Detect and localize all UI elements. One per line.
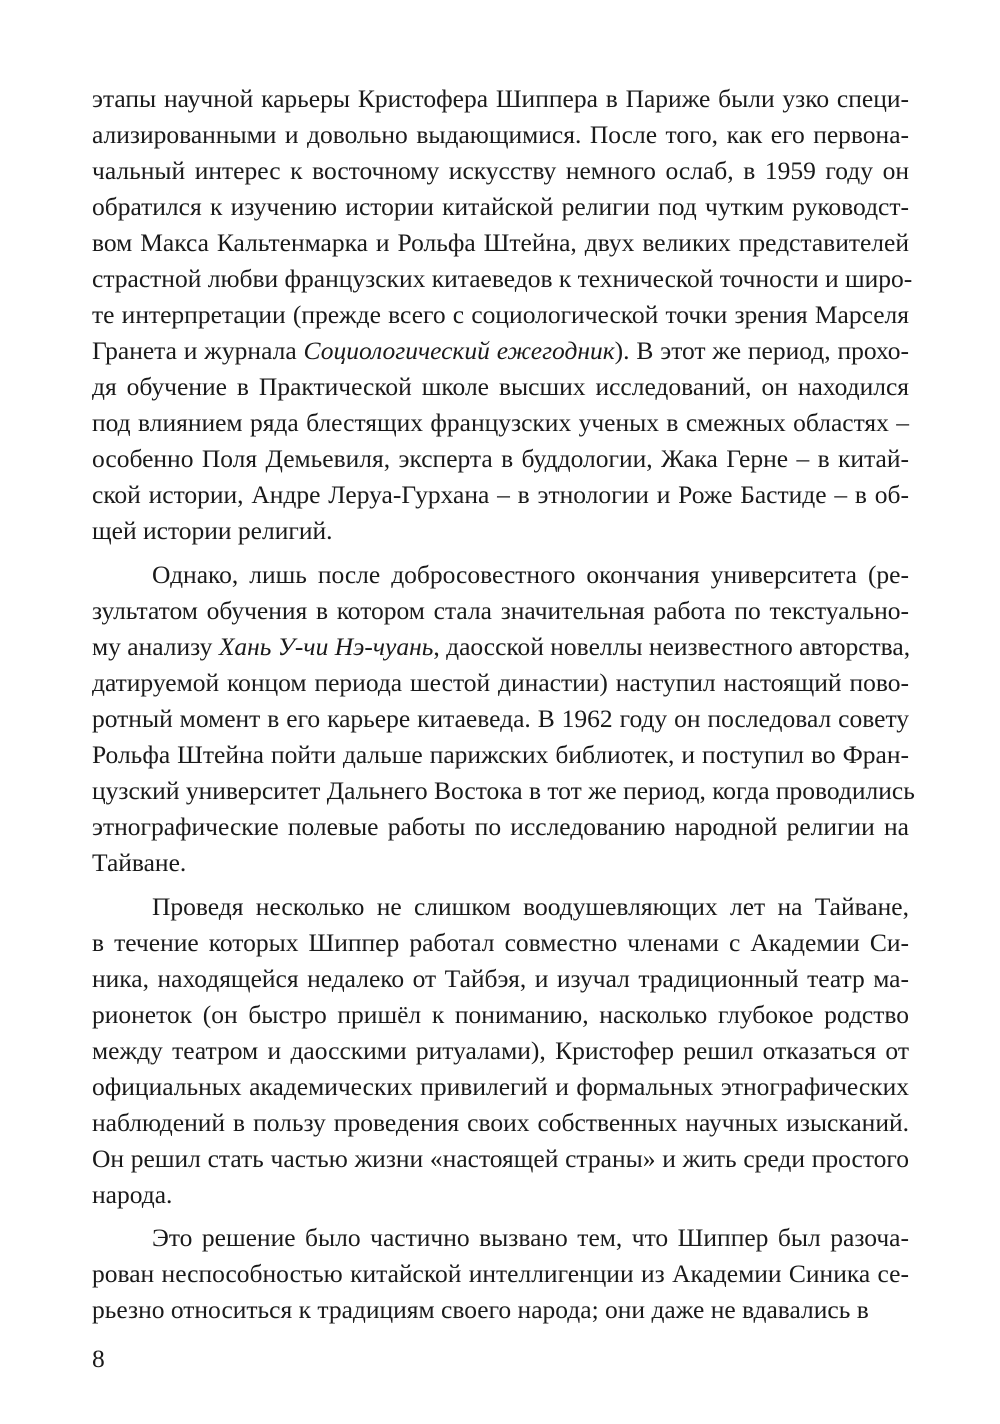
text-line (92, 1258, 909, 1290)
text-span: страстной любви французских китаеведов к технической точности и широ- (92, 264, 913, 293)
text-line (92, 335, 909, 367)
text-span: Гранета и журнала (92, 336, 304, 365)
text-line (92, 811, 909, 843)
text-span: ника, находящейся недалеко от Тайбэя, и изучал традиционный театр ма- (92, 964, 909, 993)
text-span: Однако, лишь после добросовестного окончания университета (ре- (152, 560, 909, 589)
text-line (92, 999, 909, 1031)
text-span: этнографические полевые работы по исследованию народной религии на (92, 812, 909, 841)
text-line (92, 1035, 909, 1067)
text-line (92, 667, 909, 699)
text-line (92, 595, 909, 627)
text-span: Это решение было частично вызвано тем, что Шиппер был разоча- (152, 1223, 909, 1252)
text-line (92, 263, 913, 295)
text-span: этапы научной карьеры Кристофера Шиппера в Париже были узко специ- (92, 84, 909, 113)
text-line (92, 227, 909, 259)
text-line (92, 631, 909, 663)
text-span: ротный момент в его карьере китаеведа. В 1962 году он последовал совету (92, 704, 909, 733)
text-span: те интерпретации (прежде всего с социологической точки зрения Марселя (92, 300, 909, 329)
text-span: ). В этот же период, прохо- (614, 336, 909, 365)
text-span: вом Макса Кальтенмарка и Рольфа Штейна, двух великих представителей (92, 228, 909, 257)
text-line (92, 891, 909, 923)
text-span: в течение которых Шиппер работал совместно членами с Академии Си- (92, 928, 909, 957)
text-line (92, 1143, 909, 1175)
text-span: особенно Поля Демьевиля, эксперта в буддологии, Жака Герне – в китай- (92, 444, 909, 473)
text-span: ализированными и довольно выдающимися. После того, как его первона- (92, 120, 909, 149)
text-span: Рольфа Штейна пойти дальше парижских библиотек, и поступил во Фран- (92, 740, 909, 769)
text-line (92, 1294, 909, 1326)
text-span: Проведя несколько не слишком воодушевляющих лет на Тайване, (152, 892, 909, 921)
text-span: щей истории религий. (92, 516, 333, 545)
text-line (92, 847, 909, 879)
text-line (92, 1107, 909, 1139)
text-span: народа. (92, 1180, 173, 1209)
text-span: Он решил стать частью жизни «настоящей страны» и жить среди простого (92, 1144, 909, 1173)
text-line (92, 963, 909, 995)
text-span: Тайване. (92, 848, 187, 877)
text-line (92, 1071, 909, 1103)
text-span: рионеток (он быстро пришёл к пониманию, насколько глубокое родство (92, 1000, 909, 1029)
text-line (92, 559, 909, 591)
text-span: между театром и даосскими ритуалами), Кристофер решил отказаться от (92, 1036, 909, 1065)
text-line (92, 1222, 909, 1254)
text-span: наблюдений в пользу проведения своих собственных научных изысканий. (92, 1108, 909, 1137)
text-line (92, 119, 909, 151)
text-span: зультатом обучения в котором стала значительная работа по текстуально- (92, 596, 909, 625)
text-span: , даосской новеллы неизвестного авторства, (433, 632, 911, 661)
text-line (92, 155, 909, 187)
text-span: рьезно относиться к традициям своего народа; они даже не вдавались в (92, 1295, 869, 1324)
text-line (92, 191, 909, 223)
text-line (92, 739, 909, 771)
text-span: ской истории, Андре Леруа-Гурхана – в этнологии и Роже Бастиде – в об- (92, 480, 909, 509)
text-span: рован неспособностью китайской интеллигенции из Академии Синика се- (92, 1259, 909, 1288)
text-span: му анализу (92, 632, 219, 661)
text-line (92, 775, 915, 807)
text-span: цузский университет Дальнего Востока в тот же период, когда проводились (92, 776, 915, 805)
text-span: датируемой концом периода шестой династии) наступил настоящий пово- (92, 668, 909, 697)
text-span: дя обучение в Практической школе высших исследований, он находился (92, 372, 909, 401)
text-line (92, 927, 909, 959)
text-line (92, 703, 909, 735)
text-line (92, 515, 909, 547)
text-line (92, 407, 909, 439)
text-span: обратился к изучению истории китайской религии под чутким руководст- (92, 192, 909, 221)
text-span: чальный интерес к восточному искусству немного ослаб, в 1959 году он (92, 156, 909, 185)
text-line (92, 443, 909, 475)
italic-title: Хань У-чи Нэ-чуань (218, 632, 434, 661)
text-line (92, 83, 909, 115)
text-line (92, 479, 909, 511)
text-line (92, 371, 909, 403)
text-line (92, 1179, 909, 1211)
text-span: официальных академических привилегий и формальных этнографических (92, 1072, 909, 1101)
text-span: под влиянием ряда блестящих французских ученых в смежных областях – (92, 408, 909, 437)
text-line (92, 299, 909, 331)
page-number: 8 (92, 1344, 105, 1373)
italic-title: Социологический ежегодник (303, 336, 615, 365)
